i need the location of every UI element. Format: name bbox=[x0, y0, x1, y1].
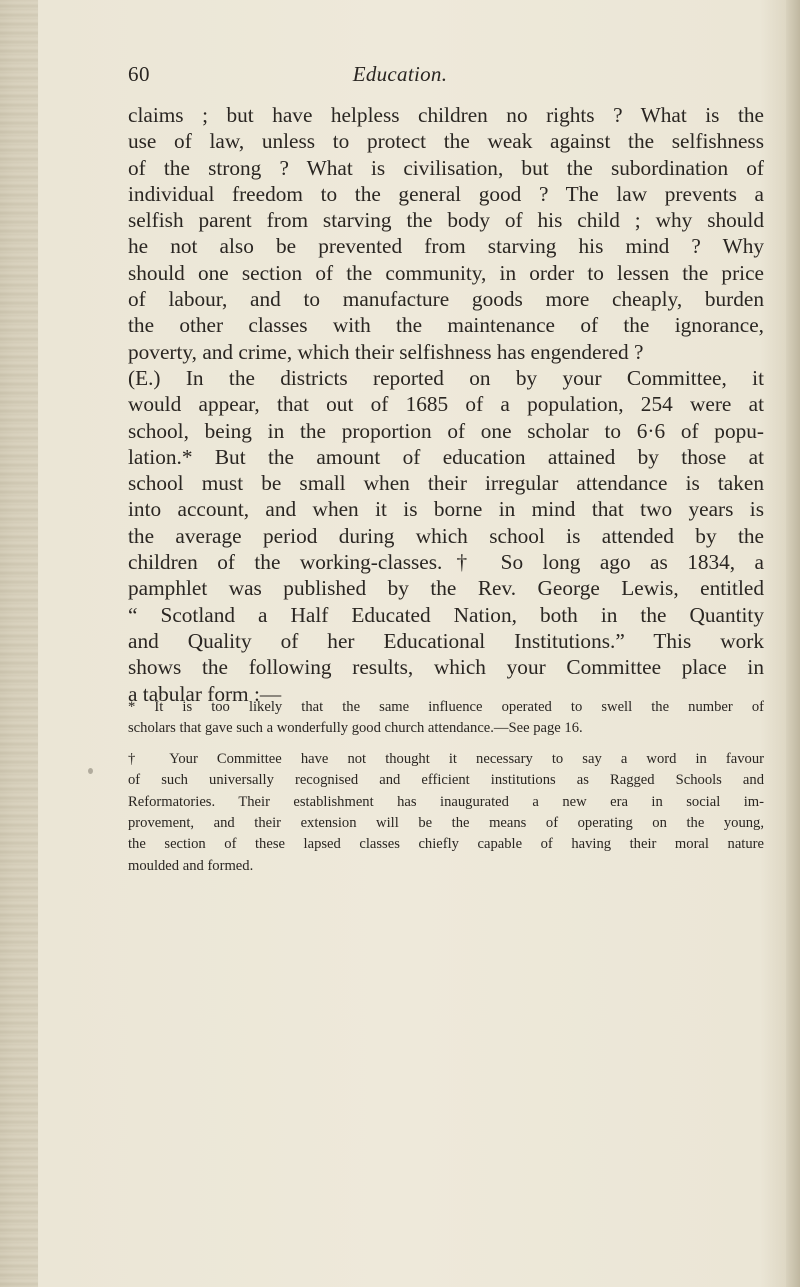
text-line: into account, and when it is borne in mind that two years is bbox=[128, 497, 764, 522]
text-line: a tabular form :— bbox=[128, 681, 282, 706]
footnote-line: the section of these lapsed classes chiefly capable of having their moral nature bbox=[128, 836, 764, 853]
footnote-line: scholars that gave such a wonderfully good church attendance.—See page 16. bbox=[128, 720, 583, 737]
footnote-line: * It is too likely that the same influence operated to swell the number of bbox=[128, 699, 764, 715]
text-line: school must be small when their irregular attendance is taken bbox=[128, 471, 764, 496]
body-text bbox=[128, 102, 764, 707]
footnote-line: of such universally recognised and efficient institutions as Ragged Schools and bbox=[128, 772, 764, 789]
text-line: children of the working-classes.† So long ago as 1834, a bbox=[128, 550, 764, 575]
page-edge bbox=[786, 0, 800, 1287]
text-line: would appear, that out of 1685 of a population, 254 were at bbox=[128, 392, 764, 417]
text-line: the average period during which school is attended by the bbox=[128, 523, 764, 548]
footnote-line: provement, and their extension will be the means of operating on the young, bbox=[128, 814, 764, 831]
text-line: poverty, and crime, which their selfishness has engendered ? bbox=[128, 339, 644, 364]
text-line: school, being in the proportion of one scholar to 6·6 of popu- bbox=[128, 418, 764, 443]
footnotes bbox=[128, 697, 764, 877]
text-line: individual freedom to the general good ? The law prevents a bbox=[128, 181, 764, 206]
text-line: and Quality of her Educational Institutions.” This work bbox=[128, 628, 764, 653]
text-line: of labour, and to manufacture goods more cheaply, burden bbox=[128, 287, 764, 312]
text-line: he not also be prevented from starving his mind ? Why bbox=[128, 234, 764, 259]
text-line: lation.* But the amount of education attained by those at bbox=[128, 444, 764, 469]
page-header bbox=[0, 62, 800, 92]
footnote bbox=[128, 749, 764, 877]
binding-gutter bbox=[0, 0, 38, 1287]
footnote bbox=[128, 697, 764, 740]
text-line: pamphlet was published by the Rev. George Lewis, entitled bbox=[128, 576, 764, 601]
text-line: should one section of the community, in order to lessen the price bbox=[128, 260, 764, 285]
ink-spot bbox=[88, 768, 93, 774]
text-line: use of law, unless to protect the weak against the selfishness bbox=[128, 129, 764, 154]
text-line: “ Scotland a Half Educated Nation, both in the Quantity bbox=[128, 602, 764, 627]
footnote-line: moulded and formed. bbox=[128, 857, 254, 874]
text-line: selfish parent from starving the body of his child ; why should bbox=[128, 208, 764, 233]
footnote-line: † Your Committee have not thought it necessary to say a word in favour bbox=[128, 750, 764, 767]
text-line: (E.) In the districts reported on by your Committee, it bbox=[128, 365, 764, 390]
page-number: 60 bbox=[128, 62, 150, 86]
footnote-line: Reformatories. Their establishment has inaugurated a new era in social im- bbox=[128, 793, 764, 810]
text-line: shows the following results, which your Committee place in bbox=[128, 655, 764, 680]
running-head: Education. bbox=[352, 62, 448, 86]
text-line: the other classes with the maintenance of the ignorance, bbox=[128, 313, 764, 338]
text-line: of the strong ? What is civilisation, but the subordination of bbox=[128, 155, 764, 180]
text-line: claims ; but have helpless children no rights ? What is the bbox=[128, 103, 764, 127]
